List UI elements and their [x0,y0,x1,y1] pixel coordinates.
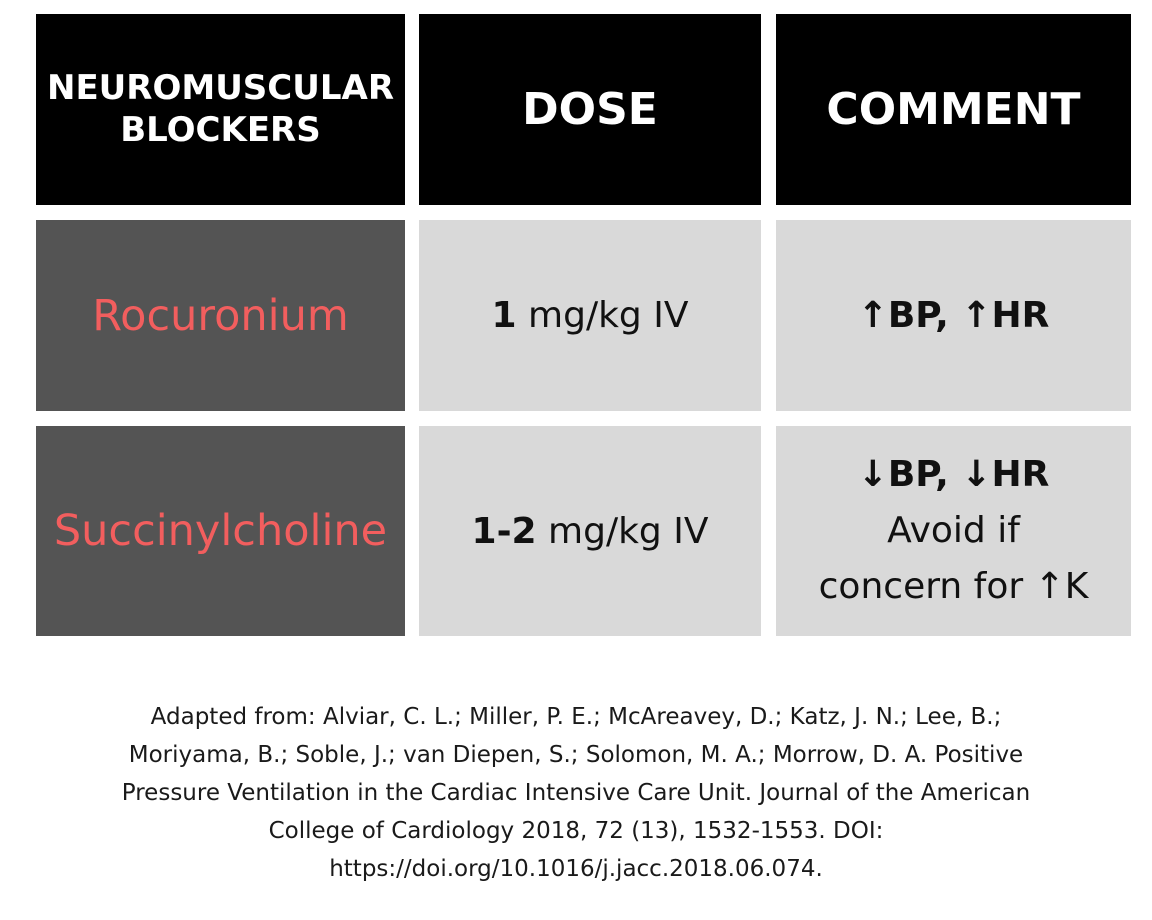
citation-line-4: College of Cardiology 2018, 72 (13), 1532-1553. DOI: [268,818,884,844]
drug-name: Rocuronium [92,290,349,341]
citation-line-2: Moriyama, B.; Soble, J.; van Diepen, S.; Solomon, M. A.; Morrow, D. A. Positive [128,742,1024,768]
dose-amount: 1-2 [471,510,537,552]
dose-unit: mg/kg IV [516,295,689,336]
table-row-rocuronium-drug [36,220,405,411]
citation [40,698,1112,888]
header-blockers-line2: BLOCKERS [120,109,321,150]
comment-effects: ↓BP, ↓HR [857,454,1050,496]
dose-unit: mg/kg IV [536,510,709,552]
header-neuromuscular-blockers [36,14,405,205]
citation-doi-link[interactable]: https://doi.org/10.1016/j.jacc.2018.06.074. [329,856,823,882]
header-dose-label: DOSE [522,83,658,135]
citation-line-1: Adapted from: Alviar, C. L.; Miller, P. E.; McAreavey, D.; Katz, J. N.; Lee, B.; [150,704,1002,730]
table-row-rocuronium-comment [776,220,1131,411]
dose-amount: 1 [491,295,517,336]
table-row-succinylcholine-comment [776,426,1131,636]
header-blockers-line1: NEUROMUSCULAR [46,68,395,109]
comment-effects: ↑BP, ↑HR [857,295,1050,336]
citation-line-3: Pressure Ventilation in the Cardiac Intensive Care Unit. Journal of the American [121,780,1031,806]
header-comment [776,14,1131,205]
comment-note-line2: concern for ↑K [818,565,1089,607]
comment-note-line1: Avoid if [887,510,1020,552]
header-comment-label: COMMENT [826,83,1081,135]
drug-name: Succinylcholine [53,506,388,556]
table-row-succinylcholine-drug [36,426,405,636]
table-row-rocuronium-dose [419,220,761,411]
header-dose [419,14,761,205]
table-row-succinylcholine-dose [419,426,761,636]
